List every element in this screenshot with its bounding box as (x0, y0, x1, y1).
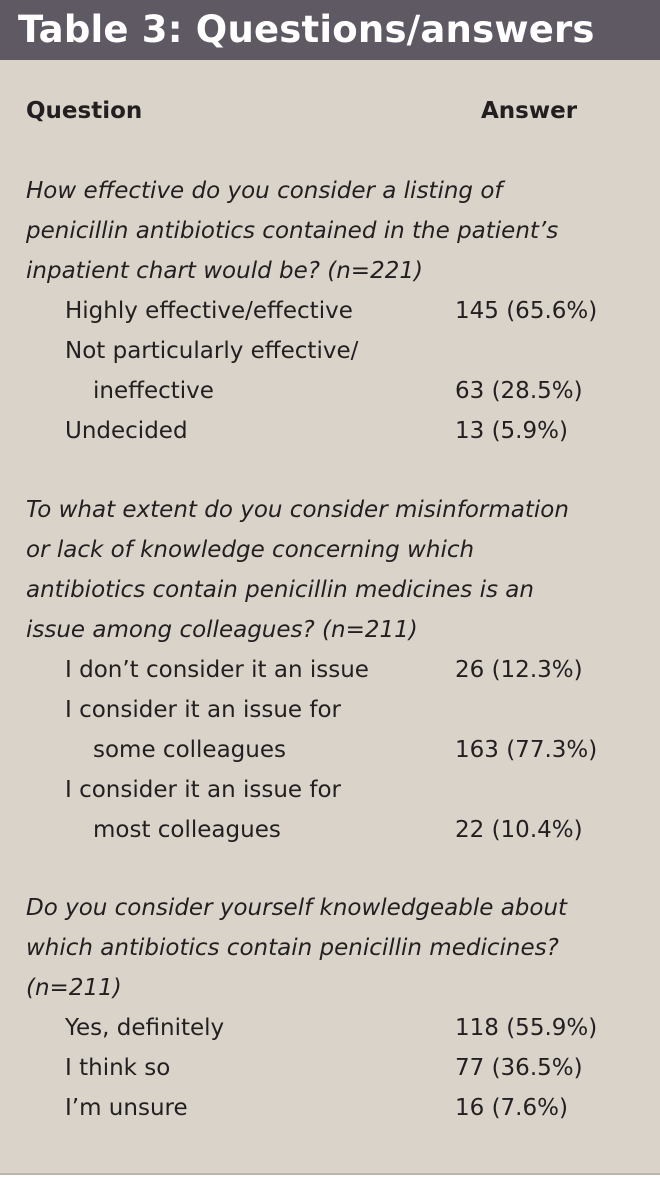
answer-row (0, 1013, 660, 1043)
answer-row (0, 735, 660, 765)
answer-label: I don’t consider it an issue (65, 657, 369, 683)
answer-value: 16 (7.6%) (455, 1095, 568, 1121)
answer-label: some colleagues (93, 737, 286, 763)
answer-value: 26 (12.3%) (455, 657, 583, 683)
answer-label: Yes, definitely (65, 1015, 225, 1041)
question-3-line: (n=211) (26, 975, 122, 1001)
answer-row (0, 1053, 660, 1083)
answer-value: 118 (55.9%) (455, 1015, 598, 1041)
answer-value: 13 (5.9%) (455, 418, 568, 444)
answer-label: I consider it an issue for (65, 777, 341, 803)
answer-label: I think so (65, 1055, 171, 1081)
question-1-line: inpatient chart would be? (n=221) (26, 258, 423, 284)
answer-value: 63 (28.5%) (455, 378, 583, 404)
title-bar (0, 0, 660, 60)
answer-row (0, 695, 660, 725)
answer-label: I’m unsure (65, 1095, 188, 1121)
question-3-line: Do you consider yourself knowledgeable about (26, 895, 568, 921)
question-1-line: penicillin antibiotics contained in the patient’s (26, 218, 559, 244)
answer-label: Undecided (65, 418, 188, 444)
answer-row (0, 296, 660, 326)
answer-row (0, 1093, 660, 1123)
answer-row (0, 376, 660, 406)
answer-label: Not particularly effective/ (65, 338, 359, 364)
answer-label: Highly effective/effective (65, 298, 353, 324)
column-header-question: Question (26, 98, 143, 124)
answer-label: I consider it an issue for (65, 697, 341, 723)
column-header-answer: Answer (481, 98, 578, 124)
answer-label: most colleagues (93, 817, 281, 843)
answer-row (0, 655, 660, 685)
question-2-line: issue among colleagues? (n=211) (26, 617, 418, 643)
table-title: Table 3: Questions/answers (18, 8, 595, 51)
question-3-line: which antibiotics contain penicillin medicines? (26, 935, 559, 961)
question-2-line: or lack of knowledge concerning which (26, 537, 475, 563)
answer-value: 77 (36.5%) (455, 1055, 583, 1081)
answer-value: 22 (10.4%) (455, 817, 583, 843)
answer-value: 163 (77.3%) (455, 737, 598, 763)
answer-row (0, 336, 660, 366)
answer-value: 145 (65.6%) (455, 298, 598, 324)
answer-row (0, 815, 660, 845)
question-2-line: antibiotics contain penicillin medicines is an (26, 577, 534, 603)
question-1-line: How effective do you consider a listing of (26, 178, 503, 204)
answer-row (0, 775, 660, 805)
answer-label: ineffective (93, 378, 214, 404)
question-2-line: To what extent do you consider misinformation (26, 497, 569, 523)
answer-row (0, 416, 660, 446)
